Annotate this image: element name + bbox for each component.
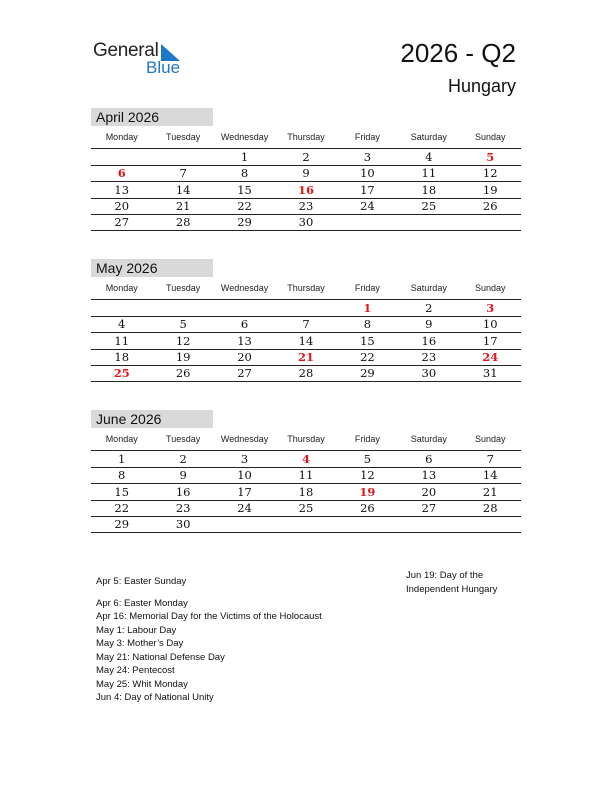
- day-cell: 24: [482, 350, 499, 365]
- day-cell: 25: [298, 501, 314, 516]
- weekday-name: Friday: [354, 434, 380, 444]
- month-block: [91, 259, 521, 382]
- day-cell: 27: [114, 215, 130, 230]
- day-cell: 6: [240, 317, 249, 332]
- brand-logo: [93, 40, 193, 80]
- month-label: May 2026: [91, 259, 213, 277]
- week-row: [91, 165, 521, 182]
- weekday-header: [91, 126, 521, 148]
- day-cell: 17: [237, 484, 252, 499]
- day-cell: 23: [421, 350, 437, 365]
- day-cell: 11: [298, 468, 314, 483]
- day-cell: 8: [363, 317, 372, 332]
- day-cell: 5: [363, 451, 372, 466]
- holiday-note: Apr 6: Easter Monday: [96, 597, 188, 609]
- week-row: [91, 349, 521, 366]
- holiday-note: May 25: Whit Monday: [96, 678, 188, 690]
- day-cell: 28: [298, 366, 314, 381]
- day-cell: 22: [237, 199, 252, 214]
- day-cell: 9: [425, 317, 433, 332]
- day-cell: 30: [298, 215, 314, 230]
- week-row: [91, 450, 521, 467]
- day-cell: 30: [175, 517, 191, 532]
- weekday-name: Thursday: [287, 283, 325, 293]
- weekday-name: Saturday: [410, 434, 447, 444]
- day-cell: 9: [302, 166, 310, 181]
- day-cell: 1: [240, 149, 249, 164]
- week-row: [91, 500, 521, 517]
- day-cell: 3: [240, 451, 249, 466]
- day-cell: 19: [175, 350, 191, 365]
- holiday-note: May 21: National Defense Day: [96, 651, 225, 663]
- month-label: April 2026: [91, 108, 213, 126]
- day-cell: 5: [486, 149, 495, 164]
- day-cell: 16: [175, 484, 191, 499]
- weekday-header: [91, 277, 521, 299]
- day-cell: 13: [237, 333, 252, 348]
- day-cell: 23: [298, 199, 314, 214]
- holiday-note: Apr 16: Memorial Day for the Victims of the Holocaust: [96, 611, 322, 622]
- weekday-name: Wednesday: [220, 283, 269, 293]
- day-cell: 14: [175, 182, 191, 197]
- day-cell: 31: [482, 366, 498, 381]
- day-cell: 11: [421, 166, 437, 181]
- week-row: [91, 214, 521, 231]
- day-cell: 4: [425, 149, 433, 164]
- day-cell: 17: [360, 182, 375, 197]
- day-cell: 24: [237, 501, 252, 516]
- day-cell: 18: [421, 182, 437, 197]
- day-cell: 3: [363, 149, 372, 164]
- day-cell: 20: [421, 484, 437, 499]
- day-cell: 27: [237, 366, 252, 381]
- month-label: June 2026: [91, 410, 213, 428]
- day-cell: 27: [421, 501, 437, 516]
- weekday-name: Wednesday: [220, 434, 269, 444]
- day-cell: 4: [118, 317, 126, 332]
- week-row: [91, 181, 521, 198]
- week-row: [91, 198, 521, 215]
- day-cell: 26: [175, 366, 191, 381]
- day-cell: 10: [237, 468, 252, 483]
- day-cell: 29: [114, 517, 130, 532]
- weekday-name: Sunday: [474, 132, 506, 142]
- month-block: [91, 108, 521, 231]
- day-cell: 2: [302, 149, 310, 164]
- day-cell: 14: [298, 333, 314, 348]
- day-cell: 16: [297, 182, 314, 197]
- week-row: [91, 365, 521, 382]
- day-cell: 21: [175, 199, 191, 214]
- week-row: [91, 483, 521, 500]
- weekday-name: Saturday: [410, 132, 447, 142]
- week-row: [91, 148, 521, 165]
- weekday-name: Tuesday: [166, 434, 201, 444]
- day-cell: 8: [240, 166, 249, 181]
- weekday-name: Friday: [354, 132, 380, 142]
- day-cell: 9: [179, 468, 187, 483]
- day-cell: 1: [118, 451, 126, 466]
- day-cell: 13: [421, 468, 437, 483]
- day-cell: 7: [302, 317, 310, 332]
- day-cell: 22: [360, 350, 375, 365]
- day-cell: 2: [425, 300, 433, 315]
- day-cell: 30: [421, 366, 437, 381]
- holiday-list-secondary: [406, 569, 526, 596]
- week-row: [91, 467, 521, 484]
- holiday-note: May 3: Mother’s Day: [96, 638, 184, 649]
- day-cell: 20: [237, 350, 252, 365]
- day-cell: 19: [482, 182, 498, 197]
- weekday-name: Sunday: [474, 434, 506, 444]
- day-cell: 25: [113, 366, 130, 381]
- month-block: [91, 410, 521, 533]
- day-cell: 12: [175, 333, 191, 348]
- week-row: [91, 299, 521, 316]
- holiday-note: Jun 4: Day of National Unity: [96, 692, 214, 703]
- day-cell: 7: [486, 451, 494, 466]
- day-cell: 12: [360, 468, 375, 483]
- holiday-list: [96, 575, 322, 705]
- day-cell: 6: [117, 166, 126, 181]
- weekday-name: Tuesday: [166, 283, 201, 293]
- holiday-note: Jun 19: Day of the: [406, 570, 484, 581]
- day-cell: 10: [360, 166, 375, 181]
- weekday-header: [91, 428, 521, 450]
- day-cell: 15: [114, 484, 130, 499]
- day-cell: 8: [118, 468, 126, 483]
- weekday-name: Monday: [105, 434, 138, 444]
- weekday-name: Tuesday: [166, 132, 201, 142]
- day-cell: 24: [360, 199, 375, 214]
- day-cell: 13: [114, 182, 130, 197]
- weekday-name: Saturday: [410, 283, 447, 293]
- brand-word-blue: Blue: [146, 58, 181, 77]
- day-cell: 22: [114, 501, 130, 516]
- holiday-note: Independent Hungary: [406, 583, 498, 595]
- day-cell: 28: [482, 501, 498, 516]
- weekday-name: Monday: [105, 283, 138, 293]
- day-cell: 23: [175, 501, 191, 516]
- weekday-name: Friday: [354, 283, 380, 293]
- holiday-note: May 24: Pentecost: [96, 665, 175, 676]
- day-cell: 26: [360, 501, 375, 516]
- day-cell: 19: [359, 484, 376, 499]
- day-cell: 11: [114, 333, 130, 348]
- day-cell: 16: [421, 333, 437, 348]
- day-cell: 15: [237, 182, 252, 197]
- day-cell: 3: [486, 300, 495, 315]
- brand-word-general: General: [93, 40, 159, 61]
- day-cell: 14: [482, 468, 498, 483]
- day-cell: 29: [360, 366, 375, 381]
- day-cell: 5: [179, 317, 187, 332]
- day-cell: 1: [363, 300, 372, 315]
- day-cell: 17: [482, 333, 498, 348]
- day-cell: 18: [114, 350, 130, 365]
- day-cell: 26: [482, 199, 498, 214]
- week-row: [91, 332, 521, 349]
- day-cell: 12: [482, 166, 498, 181]
- week-row: [91, 316, 521, 333]
- day-cell: 7: [179, 166, 187, 181]
- weekday-name: Sunday: [474, 283, 506, 293]
- day-cell: 28: [175, 215, 191, 230]
- day-cell: 18: [298, 484, 314, 499]
- day-cell: 6: [425, 451, 433, 466]
- holiday-note: Apr 5: Easter Sunday: [96, 576, 187, 587]
- day-cell: 20: [114, 199, 130, 214]
- day-cell: 10: [482, 317, 498, 332]
- day-cell: 2: [179, 451, 187, 466]
- day-cell: 21: [482, 484, 498, 499]
- week-row: [91, 516, 521, 533]
- holiday-note: May 1: Labour Day: [96, 624, 177, 636]
- day-cell: 21: [297, 350, 314, 365]
- page-title: 2026 - Q2: [400, 38, 516, 68]
- weekday-name: Thursday: [287, 434, 325, 444]
- country-name: Hungary: [447, 76, 516, 96]
- day-cell: 15: [360, 333, 375, 348]
- day-cell: 29: [237, 215, 252, 230]
- day-cell: 25: [421, 199, 437, 214]
- weekday-name: Thursday: [287, 132, 325, 142]
- weekday-name: Monday: [105, 132, 138, 142]
- weekday-name: Wednesday: [220, 132, 269, 142]
- day-cell: 4: [301, 451, 310, 466]
